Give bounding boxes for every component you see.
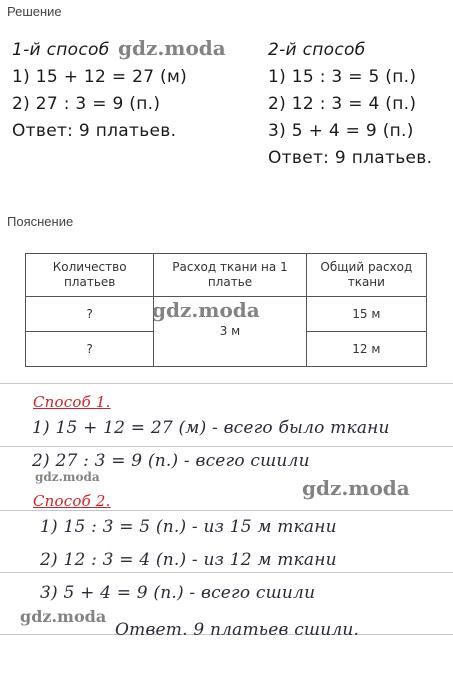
per-dress-cell: 3 м — [154, 297, 306, 367]
hand-method1-line-1: 1) 15 + 12 = 27 (м) - всего было ткани — [32, 418, 390, 438]
row2-total: 12 м — [306, 332, 426, 367]
method2-step-1: 1) 15 : 3 = 5 (п.) — [268, 67, 417, 87]
notebook-line — [0, 383, 453, 384]
explanation-heading: Пояснение — [7, 214, 74, 229]
hand-method1-title: Способ 1. — [33, 393, 111, 411]
notebook-line — [0, 510, 453, 511]
watermark-logo: gdz.moda — [20, 607, 107, 626]
notebook-line — [0, 446, 453, 447]
header-dress-count: Количество платьев — [26, 254, 154, 297]
method2-title: 2-й способ — [268, 40, 366, 60]
watermark-logo: gdz.moda — [302, 476, 410, 500]
watermark-logo: gdz.moda — [152, 298, 260, 322]
watermark-logo: gdz.moda — [118, 36, 226, 60]
header-fabric-per-dress: Расход ткани на 1 платье — [154, 254, 306, 297]
method2-step-2: 2) 12 : 3 = 4 (п.) — [268, 94, 417, 114]
hand-method1-line-2: 2) 27 : 3 = 9 (п.) - всего сшили — [32, 451, 310, 471]
row2-count: ? — [26, 332, 154, 367]
hand-method2-line-1: 1) 15 : 3 = 5 (п.) - из 15 м ткани — [40, 517, 337, 537]
hand-answer: Ответ. 9 платьев сшили. — [115, 620, 360, 640]
method1-title: 1-й способ — [12, 40, 110, 60]
method1-step-2: 2) 27 : 3 = 9 (п.) — [12, 94, 161, 114]
method2-answer: Ответ: 9 платьев. — [268, 148, 433, 168]
table-header-row — [26, 254, 427, 297]
notebook-line — [0, 572, 453, 573]
row1-total: 15 м — [306, 297, 426, 332]
method2-step-3: 3) 5 + 4 = 9 (п.) — [268, 121, 414, 141]
hand-method2-line-2: 2) 12 : 3 = 4 (п.) - из 12 м ткани — [40, 550, 337, 570]
header-total-fabric: Общий расход ткани — [306, 254, 426, 297]
solution-heading: Решение — [7, 4, 62, 19]
method1-answer: Ответ: 9 платьев. — [12, 121, 177, 141]
watermark-logo: gdz.moda — [35, 470, 100, 484]
hand-method2-line-3: 3) 5 + 4 = 9 (п.) - всего сшили — [40, 583, 316, 603]
hand-method2-title: Способ 2. — [33, 492, 111, 510]
row1-count: ? — [26, 297, 154, 332]
method1-step-1: 1) 15 + 12 = 27 (м) — [12, 67, 188, 87]
